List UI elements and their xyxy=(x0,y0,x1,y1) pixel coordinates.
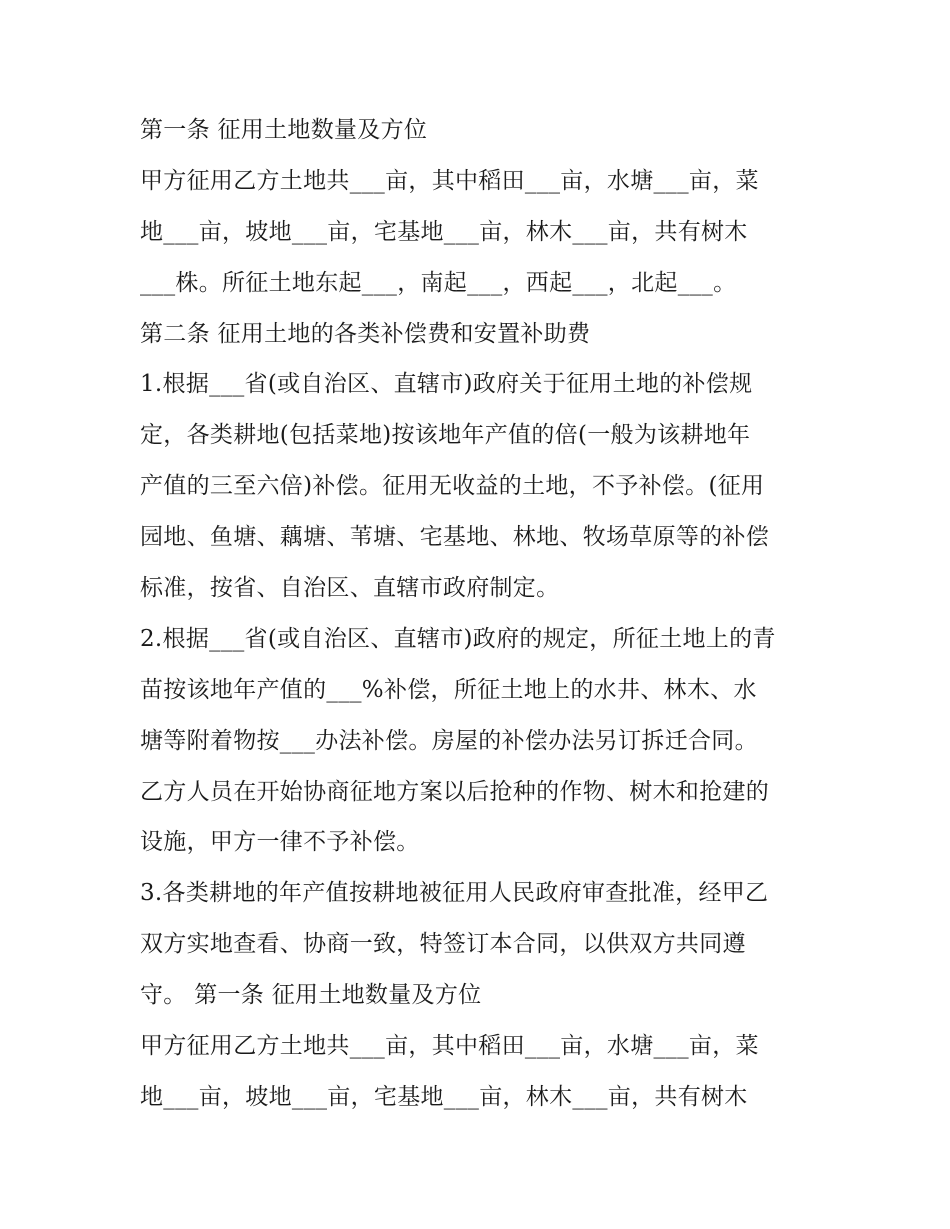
text-line: 地___亩，坡地___亩，宅基地___亩，林木___亩，共有树木 xyxy=(140,1083,748,1110)
text-line: 双方实地查看、协商一致，特签订本合同，以供双方共同遵 xyxy=(140,931,746,958)
text-line: 塘等附着物按___办法补偿。房屋的补偿办法另订拆迁合同。 xyxy=(140,727,758,754)
article-2-heading: 第二条 征用土地的各类补偿费和安置补助费 xyxy=(140,320,591,347)
document-body xyxy=(140,105,820,1123)
text-line: 定，各类耕地(包括菜地)按该地年产值的倍(一般为该耕地年 xyxy=(140,422,751,449)
text-line: 1.根据___省(或自治区、直辖市)政府关于征用土地的补偿规 xyxy=(140,371,753,398)
text-line: 3.各类耕地的年产值按耕地被征用人民政府审查批准，经甲乙 xyxy=(140,880,769,907)
text-line: 园地、鱼塘、藕塘、苇塘、宅基地、林地、牧场草原等的补偿 xyxy=(140,524,770,551)
text-line: 甲方征用乙方土地共___亩，其中稻田___亩，水塘___亩，菜 xyxy=(140,1033,759,1060)
text-line: 设施，甲方一律不予补偿。 xyxy=(140,829,420,856)
text-line: 甲方征用乙方土地共___亩，其中稻田___亩，水塘___亩，菜 xyxy=(140,167,759,194)
text-line: ___株。所征土地东起___，南起___，西起___，北起___。 xyxy=(140,269,737,296)
text-line: 守。 第一条 征用土地数量及方位 xyxy=(140,982,482,1009)
article-1-heading: 第一条 征用土地数量及方位 xyxy=(140,117,428,143)
text-line: 2.根据___省(或自治区、直辖市)政府的规定，所征土地上的青 xyxy=(140,625,776,652)
text-line: 产值的三至六倍)补偿。征用无收益的土地，不予补偿。(征用 xyxy=(140,473,765,500)
text-line: 标准，按省、自治区、直辖市政府制定。 xyxy=(140,575,560,602)
text-line: 地___亩，坡地___亩，宅基地___亩，林木___亩，共有树木 xyxy=(140,218,748,245)
text-line: 苗按该地年产值的___%补偿，所征土地上的水井、林木、水 xyxy=(140,676,757,703)
text-line: 乙方人员在开始协商征地方案以后抢种的作物、树木和抢建的 xyxy=(140,778,770,805)
